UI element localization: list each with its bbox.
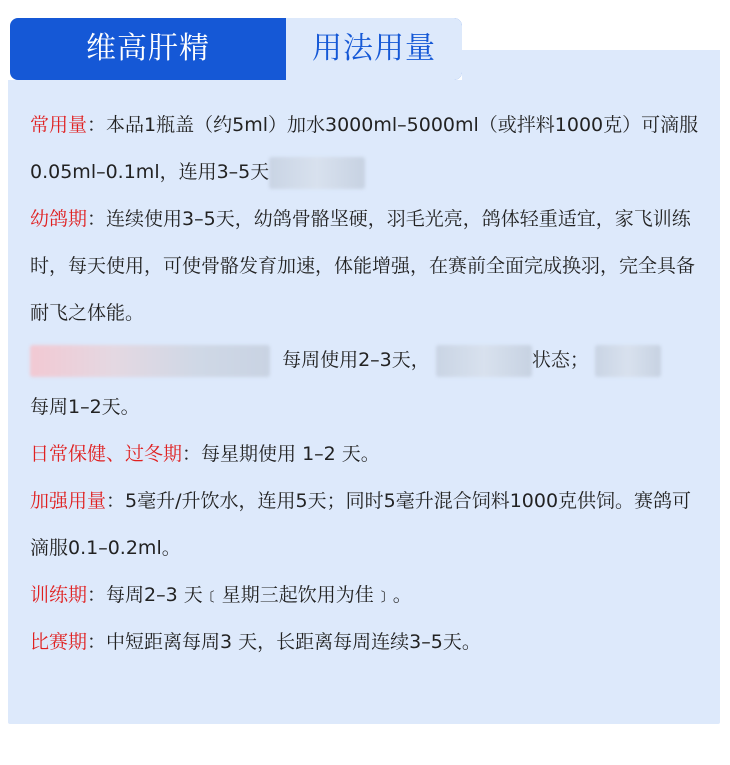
section-text: 中短距离每周3 天，长距离每周连续3–5天。	[106, 631, 481, 653]
section-enhanced-dose	[30, 478, 700, 572]
section-text: 每星期使用 1–2 天。	[201, 443, 380, 465]
blurred-text	[436, 345, 532, 377]
section-label: 训练期	[30, 584, 88, 606]
section-label: 幼鸽期	[30, 208, 88, 230]
section-label: 日常保健、过冬期	[30, 443, 183, 465]
section-text: 每周2–3 天﹝星期三起饮用为佳﹞。	[106, 584, 412, 606]
brand-title: 维高肝精	[86, 31, 210, 66]
section-label: 常用量	[30, 114, 88, 136]
section-race	[30, 619, 700, 666]
label-separator: ：	[87, 208, 107, 230]
section-label: 比赛期	[30, 631, 88, 653]
blurred-text	[269, 157, 365, 189]
section-text: 5毫升/升饮水，连用5天；同时5毫升混合饲料1000克供饲。赛鸽可滴服0.1–0.2ml。	[30, 490, 692, 559]
section-text: 每周1–2天。	[30, 396, 140, 418]
section-text: 本品1瓶盖（约5ml）加水3000ml–5000ml（或拌料1000克）可滴服0.05ml–0.1ml，连用3–5天	[30, 114, 699, 183]
label-separator: ：	[182, 443, 202, 465]
section-text: 连续使用3–5天，幼鸽骨骼坚硬，羽毛光亮，鸽体轻重适宜，家飞训练时，每天使用，可使骨骼发育加速，体能增强，在赛前全面完成换羽，完全具备耐飞之体能。	[30, 208, 696, 324]
label-separator: ：	[87, 584, 107, 606]
usage-content	[30, 102, 700, 666]
section-training	[30, 572, 700, 619]
panel-top-fill	[462, 50, 720, 80]
section-daily-care	[30, 431, 700, 478]
label-separator: ：	[87, 114, 107, 136]
label-separator: ：	[87, 631, 107, 653]
section-regular-dose	[30, 102, 700, 196]
section-young-pigeon	[30, 196, 700, 337]
section-label: 加强用量	[30, 490, 107, 512]
blurred-text	[30, 345, 270, 377]
section-partially-hidden	[30, 337, 700, 431]
usage-tab: 用法用量	[286, 18, 462, 80]
section-text: 每周使用2–3天，	[282, 349, 430, 371]
label-separator: ：	[106, 490, 126, 512]
section-text: 状态；	[531, 349, 589, 371]
blurred-text	[595, 345, 661, 377]
